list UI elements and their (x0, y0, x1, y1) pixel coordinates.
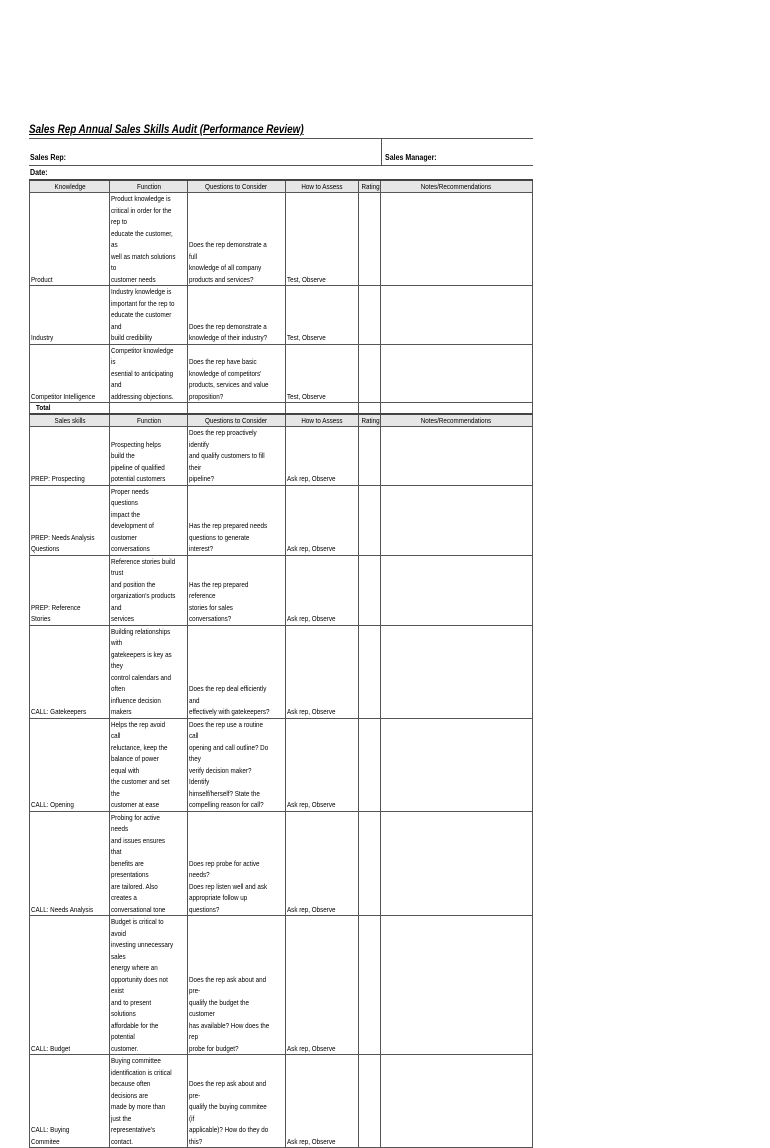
header-function-text: Function (136, 182, 161, 191)
knowledge-name-cell (30, 193, 110, 286)
function-cell (110, 1055, 188, 1148)
skill-name-cell-text: CALL: Buying Commitee (31, 1125, 70, 1146)
function-cell-text: Industry knowledge is important for the rep to educate the customer and build credibility (111, 287, 175, 342)
total-empty-cell (110, 403, 188, 415)
assess-cell-text: Ask rep, Observe (286, 474, 336, 483)
questions-cell-text: Does the rep have basic knowledge of competitors' products, services and value proposition? (189, 357, 269, 401)
function-cell (110, 916, 188, 1055)
questions-cell-text: Does the rep use a routine call opening and call outline? Do they verify decision maker? Identify himself/herself? State the compelling reason for call? (189, 719, 269, 809)
header-first-col (30, 414, 110, 427)
notes-cell[interactable] (380, 916, 532, 1055)
audit-document (29, 122, 533, 1148)
function-cell-text: Prospecting helps build the pipeline of qualified potential customers (111, 439, 166, 483)
function-cell-text: Helps the rep avoid call reluctance, keep the balance of power equal with the customer and set the customer at ease (111, 719, 170, 809)
skill-row (30, 1055, 533, 1148)
assess-cell (285, 555, 358, 625)
assess-cell-text: Test, Observe (286, 391, 326, 401)
notes-cell[interactable] (380, 625, 532, 718)
questions-cell (188, 286, 285, 345)
questions-cell (188, 625, 285, 718)
header-rating-text: Rating (361, 182, 380, 191)
notes-cell[interactable] (380, 718, 532, 811)
assess-cell-text: Test, Observe (286, 274, 326, 284)
header-function-text: Function (136, 416, 161, 425)
function-cell (110, 485, 188, 555)
function-cell-text: Proper needs questions impact the development of customer conversations (111, 486, 155, 553)
knowledge-name-cell-text: Industry (31, 333, 54, 342)
notes-cell[interactable] (380, 811, 532, 916)
knowledge-name-cell (30, 286, 110, 345)
header-assess-text: How to Assess (300, 182, 343, 191)
notes-cell[interactable] (380, 344, 532, 403)
function-cell (110, 286, 188, 345)
rating-cell[interactable] (358, 916, 380, 1055)
notes-cell[interactable] (380, 193, 532, 286)
function-cell (110, 718, 188, 811)
header-first-col-text: Knowledge (54, 182, 86, 191)
document-title: Sales Rep Annual Sales Skills Audit (Performance Review) (29, 124, 304, 136)
date-label: Date: (30, 168, 48, 177)
date-row (29, 166, 533, 179)
function-cell (110, 344, 188, 403)
header-questions (188, 414, 285, 427)
skill-name-cell-text: CALL: Budget (31, 1043, 71, 1053)
questions-cell (188, 811, 285, 916)
questions-cell-text: Has the rep prepared needs questions to generate interest? (189, 521, 268, 553)
function-cell-text: Building relationships with gatekeepers is key as they control calendars and often influence decision makers (111, 626, 172, 716)
total-row (30, 403, 533, 415)
function-cell-text: Budget is critical to avoid investing unnecessary sales energy where an opportunity does not exist and to present solutions affordable for the potential customer. (111, 917, 174, 1053)
skill-row (30, 625, 533, 718)
skill-name-cell (30, 485, 110, 555)
skill-row (30, 718, 533, 811)
skill-row (30, 811, 533, 916)
total-empty-cell (358, 403, 380, 415)
skill-row (30, 427, 533, 486)
questions-cell (188, 916, 285, 1055)
questions-cell-text: Does the rep deal efficiently and effectively with gatekeepers? (189, 684, 270, 716)
questions-cell (188, 555, 285, 625)
notes-cell[interactable] (380, 485, 532, 555)
header-assess (285, 414, 358, 427)
assess-cell (285, 811, 358, 916)
rating-cell[interactable] (358, 555, 380, 625)
header-questions (188, 180, 285, 193)
skill-name-cell-text: CALL: Needs Analysis (31, 904, 94, 914)
rating-cell[interactable] (358, 811, 380, 916)
rating-cell[interactable] (358, 485, 380, 555)
questions-cell-text: Does the rep demonstrate a full knowledge of all company products and services? (189, 240, 267, 284)
skill-row (30, 555, 533, 625)
total-label-text: Total (36, 403, 51, 412)
questions-cell-text: Does the rep proactively identify and qualify customers to fill their pipeline? (189, 428, 265, 483)
notes-cell[interactable] (380, 1055, 532, 1148)
skills-header-row (30, 414, 533, 427)
skill-name-cell (30, 427, 110, 486)
skill-name-cell-text: PREP: Reference Stories (31, 602, 81, 623)
header-assess-text: How to Assess (300, 416, 343, 425)
assess-cell (285, 916, 358, 1055)
questions-cell (188, 344, 285, 403)
header-function (110, 180, 188, 193)
header-rating-text: Rating (361, 416, 380, 425)
assess-cell (285, 1055, 358, 1148)
assess-cell (285, 286, 358, 345)
questions-cell-text: Does the rep demonstrate a knowledge of their industry? (189, 321, 268, 342)
header-notes (380, 180, 532, 193)
skill-row (30, 485, 533, 555)
notes-cell[interactable] (380, 427, 532, 486)
header-first-col (30, 180, 110, 193)
total-empty-cell (188, 403, 285, 415)
questions-cell (188, 485, 285, 555)
knowledge-table (29, 179, 533, 1148)
function-cell (110, 193, 188, 286)
questions-cell (188, 427, 285, 486)
questions-cell-text: Does rep probe for active needs? Does rep listen well and ask appropriate follow up questions? (189, 858, 268, 914)
questions-cell (188, 193, 285, 286)
sales-rep-label: Sales Rep: (30, 153, 66, 162)
skill-name-cell-text: PREP: Prospecting (31, 474, 85, 483)
assess-cell (285, 344, 358, 403)
skill-row (30, 916, 533, 1055)
assess-cell (285, 427, 358, 486)
rating-cell[interactable] (358, 1055, 380, 1148)
header-function (110, 414, 188, 427)
header-notes (380, 414, 532, 427)
function-cell-text: Product knowledge is critical in order for the rep to educate the customer, as well as match solutions to customer needs (111, 194, 176, 284)
function-cell (110, 427, 188, 486)
function-cell-text: Buying committee identification is critical because often decisions are made by more than just the representative's contact. (111, 1056, 172, 1146)
total-label (30, 403, 110, 415)
header-rating (358, 414, 380, 427)
assess-cell-text: Ask rep, Observe (286, 1136, 336, 1146)
notes-cell[interactable] (380, 555, 532, 625)
rating-cell[interactable] (358, 193, 380, 286)
assess-cell-text: Ask rep, Observe (286, 904, 336, 914)
header-first-col-text: Sales skills (54, 416, 86, 425)
skill-name-cell (30, 916, 110, 1055)
knowledge-header-row (30, 180, 533, 193)
rating-cell[interactable] (358, 718, 380, 811)
rating-cell[interactable] (358, 286, 380, 345)
knowledge-row (30, 344, 533, 403)
assess-cell (285, 625, 358, 718)
header-questions-text: Questions to Consider (205, 416, 268, 425)
questions-cell-text: Has the rep prepared reference stories for sales conversations? (189, 579, 249, 623)
knowledge-row (30, 193, 533, 286)
assess-cell-text: Ask rep, Observe (286, 707, 336, 716)
header-notes-text: Notes/Recommendations (421, 182, 492, 191)
assess-cell (285, 193, 358, 286)
assess-cell (285, 718, 358, 811)
rating-cell[interactable] (358, 625, 380, 718)
skill-name-cell-text: CALL: Opening (31, 800, 74, 809)
skill-name-cell (30, 718, 110, 811)
rep-manager-row (29, 139, 533, 165)
assess-cell (285, 485, 358, 555)
assess-cell-text: Ask rep, Observe (286, 544, 336, 553)
skill-name-cell (30, 1055, 110, 1148)
header-questions-text: Questions to Consider (205, 182, 268, 191)
knowledge-name-cell (30, 344, 110, 403)
header-notes-text: Notes/Recommendations (421, 416, 492, 425)
skill-name-cell-text: CALL: Gatekeepers (31, 707, 87, 716)
skill-name-cell (30, 811, 110, 916)
skill-name-cell (30, 555, 110, 625)
function-cell (110, 555, 188, 625)
total-empty-cell (380, 403, 532, 415)
assess-cell-text: Test, Observe (286, 333, 326, 342)
questions-cell-text: Does the rep ask about and pre- qualify the budget the customer has available? How does the rep probe for budget? (189, 974, 270, 1053)
total-empty-cell (285, 403, 358, 415)
assess-cell-text: Ask rep, Observe (286, 614, 336, 623)
skill-name-cell (30, 625, 110, 718)
rating-cell[interactable] (358, 427, 380, 486)
assess-cell-text: Ask rep, Observe (286, 800, 336, 809)
questions-cell (188, 1055, 285, 1148)
skill-name-cell-text: PREP: Needs Analysis Questions (31, 532, 95, 553)
function-cell-text: Competitor knowledge is esential to anticipating and addressing objections. (111, 345, 174, 401)
function-cell (110, 811, 188, 916)
function-cell (110, 625, 188, 718)
knowledge-row (30, 286, 533, 345)
rating-cell[interactable] (358, 344, 380, 403)
header-assess (285, 180, 358, 193)
questions-cell-text: Does the rep ask about and pre- qualify the buying commitee (if applicable)? How do they do this? (189, 1079, 269, 1146)
sales-manager-label: Sales Manager: (385, 153, 437, 162)
function-cell-text: Reference stories build trust and position the organization's products and services (111, 556, 176, 623)
knowledge-name-cell-text: Product (31, 274, 53, 284)
notes-cell[interactable] (380, 286, 532, 345)
assess-cell-text: Ask rep, Observe (286, 1043, 336, 1053)
questions-cell (188, 718, 285, 811)
function-cell-text: Probing for active needs and issues ensures that benefits are presentations are tailored. Also creates a conversational tone (111, 812, 166, 914)
knowledge-name-cell-text: Competitor Intelligence (31, 391, 96, 401)
header-rating (358, 180, 380, 193)
